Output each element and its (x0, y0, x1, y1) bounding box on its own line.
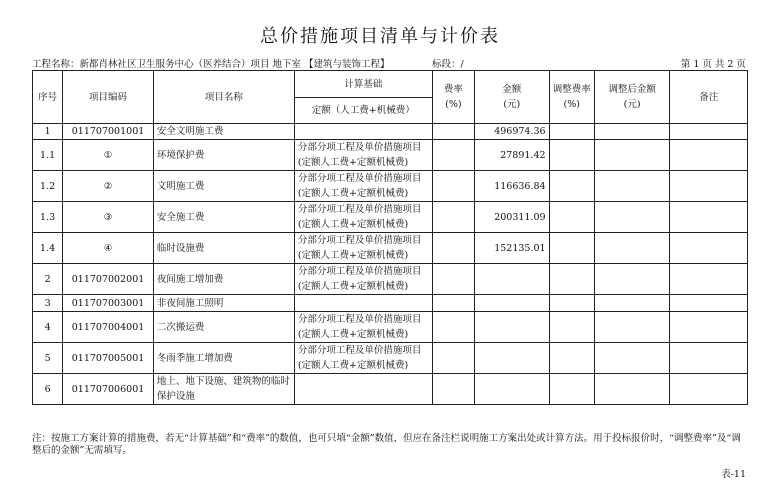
row-code: 011707003001 (63, 295, 154, 312)
page-number: 第 1 页 共 2 页 (680, 59, 746, 70)
row-seq: 5 (33, 343, 63, 374)
row-code: ② (63, 171, 154, 202)
header-name: 项目名称 (153, 71, 294, 124)
row-adjusted-amount (594, 343, 670, 374)
row-code: ④ (63, 233, 154, 264)
row-rate (432, 140, 474, 171)
table-note: 注：按施工方案计算的措施费，若无“计算基础”和“费率”的数值，也可只填“金额”数值，但应在备注栏说明施工方案出处或计算方法。用于投标报价时，“调整费率”及“调整后的金额”无需填写。 (32, 433, 741, 456)
row-amount: 116636.84 (475, 171, 550, 202)
row-adjusted-amount (594, 202, 670, 233)
row-name: 非夜间施工照明 (153, 295, 294, 312)
header-adjusted-rate: 调整费率 (%) (549, 71, 594, 124)
row-name: 环境保护费 (153, 140, 294, 171)
row-adjusted-amount (594, 295, 670, 312)
row-amount (475, 295, 550, 312)
measure-items-table (32, 70, 748, 405)
row-name: 夜间施工增加费 (153, 264, 294, 295)
section-label: 标段：/ (432, 59, 464, 70)
row-adjusted-amount (594, 374, 670, 405)
table-row (33, 343, 748, 374)
row-remark (670, 264, 748, 295)
header-remark: 备注 (670, 71, 748, 124)
row-rate (432, 171, 474, 202)
row-adjusted-rate (549, 374, 594, 405)
row-basis: 分部分项工程及单价措施项目(定额人工费+定额机械费) (294, 202, 432, 233)
header-adjusted-amount: 调整后金额 (元) (594, 71, 670, 124)
row-rate (432, 312, 474, 343)
row-amount (475, 312, 550, 343)
row-rate (432, 202, 474, 233)
row-basis (294, 374, 432, 405)
row-amount: 200311.09 (475, 202, 550, 233)
row-code: 011707001001 (63, 124, 154, 140)
row-seq: 1.2 (33, 171, 63, 202)
row-code: 011707004001 (63, 312, 154, 343)
row-code: 011707002001 (63, 264, 154, 295)
row-amount: 496974.36 (475, 124, 550, 140)
row-adjusted-rate (549, 295, 594, 312)
row-code: 011707006001 (63, 374, 154, 405)
row-seq: 1 (33, 124, 63, 140)
row-adjusted-rate (549, 233, 594, 264)
row-name: 临时设施费 (153, 233, 294, 264)
row-remark (670, 233, 748, 264)
row-seq: 2 (33, 264, 63, 295)
row-rate (432, 343, 474, 374)
row-adjusted-rate (549, 312, 594, 343)
table-id: 表-11 (721, 469, 746, 480)
row-rate (432, 264, 474, 295)
table-row (33, 202, 748, 233)
row-amount: 152135.01 (475, 233, 550, 264)
row-basis: 分部分项工程及单价措施项目(定额人工费+定额机械费) (294, 171, 432, 202)
header-rate: 费率 (%) (432, 71, 474, 124)
row-seq: 6 (33, 374, 63, 405)
row-remark (670, 140, 748, 171)
row-rate (432, 295, 474, 312)
row-amount: 27891.42 (475, 140, 550, 171)
header-seq: 序号 (33, 71, 63, 124)
project-name: 工程名称：新都肖林社区卫生服务中心（医养结合）项目 地下室 【建筑与装饰工程】 (32, 59, 390, 70)
row-name: 安全文明施工费 (153, 124, 294, 140)
table-row (33, 264, 748, 295)
table-row (33, 374, 748, 405)
table-row (33, 312, 748, 343)
row-adjusted-amount (594, 264, 670, 295)
row-seq: 1.3 (33, 202, 63, 233)
row-remark (670, 124, 748, 140)
row-adjusted-amount (594, 140, 670, 171)
row-remark (670, 171, 748, 202)
table-row (33, 233, 748, 264)
row-amount (475, 374, 550, 405)
row-adjusted-rate (549, 202, 594, 233)
header-code: 项目编码 (63, 71, 154, 124)
row-adjusted-amount (594, 233, 670, 264)
row-adjusted-amount (594, 171, 670, 202)
row-adjusted-amount (594, 124, 670, 140)
header-basis: 计算基础 (294, 71, 432, 98)
table-row (33, 124, 748, 140)
row-remark (670, 374, 748, 405)
row-adjusted-rate (549, 124, 594, 140)
row-amount (475, 343, 550, 374)
header-basis-sub: 定额（人工费+机械费） (294, 98, 432, 124)
row-rate (432, 233, 474, 264)
row-seq: 1.1 (33, 140, 63, 171)
row-basis: 分部分项工程及单价措施项目(定额人工费+定额机械费) (294, 264, 432, 295)
row-name: 安全施工费 (153, 202, 294, 233)
row-adjusted-rate (549, 171, 594, 202)
row-basis: 分部分项工程及单价措施项目(定额人工费+定额机械费) (294, 343, 432, 374)
row-basis (294, 124, 432, 140)
row-amount (475, 264, 550, 295)
row-adjusted-rate (549, 264, 594, 295)
row-adjusted-rate (549, 343, 594, 374)
row-basis (294, 295, 432, 312)
row-code: 011707005001 (63, 343, 154, 374)
row-code: ③ (63, 202, 154, 233)
header-amount: 金额 (元) (475, 71, 550, 124)
row-basis: 分部分项工程及单价措施项目(定额人工费+定额机械费) (294, 312, 432, 343)
row-remark (670, 312, 748, 343)
row-remark (670, 295, 748, 312)
page-title: 总价措施项目清单与计价表 (260, 26, 500, 47)
row-adjusted-rate (549, 140, 594, 171)
row-seq: 1.4 (33, 233, 63, 264)
row-name: 文明施工费 (153, 171, 294, 202)
row-adjusted-amount (594, 312, 670, 343)
row-rate (432, 124, 474, 140)
row-name: 冬雨季施工增加费 (153, 343, 294, 374)
table-row (33, 171, 748, 202)
row-seq: 4 (33, 312, 63, 343)
row-rate (432, 374, 474, 405)
row-basis: 分部分项工程及单价措施项目(定额人工费+定额机械费) (294, 140, 432, 171)
row-code: ① (63, 140, 154, 171)
table-row (33, 295, 748, 312)
row-name: 二次搬运费 (153, 312, 294, 343)
row-seq: 3 (33, 295, 63, 312)
row-name: 地上、地下设施、建筑物的临时保护设施 (153, 374, 294, 405)
table-row (33, 140, 748, 171)
row-basis: 分部分项工程及单价措施项目(定额人工费+定额机械费) (294, 233, 432, 264)
row-remark (670, 343, 748, 374)
row-remark (670, 202, 748, 233)
